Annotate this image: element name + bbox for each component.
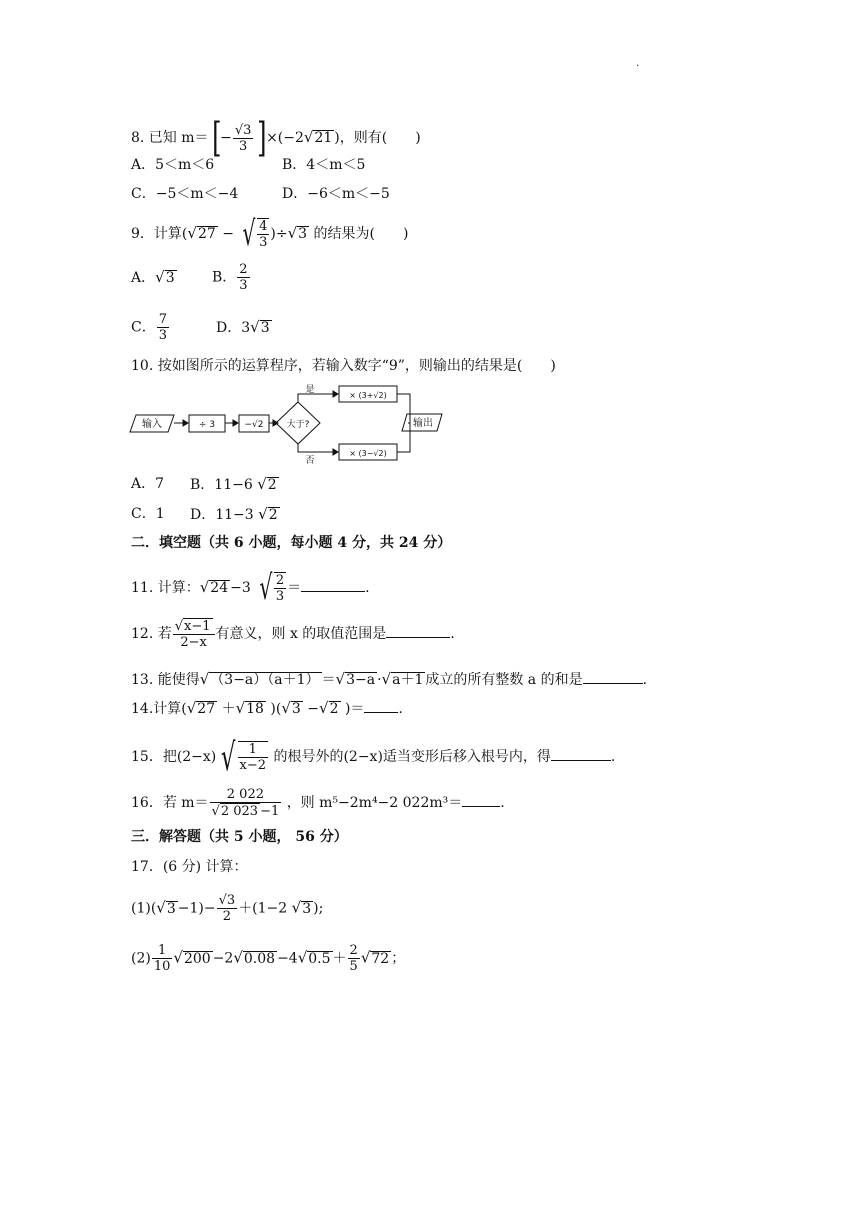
right-bracket: ] (257, 115, 267, 161)
q8-option-d: D．−6＜m＜−5 (282, 186, 390, 202)
q8-label: 8. 已知 m＝ (131, 130, 209, 146)
answer-blank[interactable] (551, 748, 611, 761)
flow-input-label: 输入 (142, 419, 162, 430)
question-17-part-1: (1)(√3 −1)− $\frac{√3}{2}$ ＋(1−2 √3 ); (131, 893, 324, 924)
answer-blank[interactable] (583, 671, 643, 684)
q9-option-d: D．3√3 (216, 318, 270, 336)
question-11: 11. 计算：√24 −3 √ $\frac{2}{3}$ ＝ . (131, 568, 370, 608)
header-dot: . (636, 58, 640, 69)
section-3-heading: 三．解答题（共 5 小题， 56 分） (131, 829, 348, 845)
question-9: 9．计算(√27 − √ $\frac{4}{3}$ )÷√3 的结果为( ) (131, 214, 409, 254)
q9-option-c: C． $\frac{7}{3}$ (131, 312, 167, 343)
q10-option-b: B．11−6 √2 (190, 475, 277, 493)
answer-blank[interactable] (364, 700, 398, 713)
section-2-heading: 二．填空题（共 6 小题，每小题 4 分，共 24 分） (131, 535, 452, 551)
question-16: 16．若 m＝ $\frac{2 022}{√2 023 -1}$ ，则 m⁵−2m⁴−2 022m³＝ . (131, 787, 505, 819)
q10-option-c: C．1 (131, 506, 165, 522)
flow-yes-op-label: × (3+√2) (349, 391, 387, 400)
question-14: 14.计算(√27 ＋√18 )(√3 −√2 )＝ . (131, 699, 403, 717)
answer-blank[interactable] (462, 794, 500, 807)
flow-no-op-label: × (3−√2) (349, 449, 387, 458)
question-12: 12. 若 $\frac{√x-1}{2-x}$ 有意义，则 x 的取值范围是 . (131, 619, 455, 650)
question-8: 8. 已知 m＝[− $\frac{√3}{3}$ ]×(−2√21 )，则有( ) (131, 115, 421, 161)
flow-no-label: 否 (305, 456, 315, 466)
q10-option-d: D．11−3 √2 (190, 505, 278, 523)
q8-option-b: B．4＜m＜5 (282, 157, 366, 173)
flow-step1-label: ÷ 3 (198, 420, 216, 430)
question-17-title: 17．(6 分) 计算： (131, 859, 248, 875)
flow-output-label: 输出 (413, 418, 433, 429)
flow-step2-label: −√2 (244, 420, 264, 430)
answer-blank[interactable] (301, 579, 365, 592)
flow-decision-label: 大于? (286, 420, 310, 430)
q9-option-b: B． $\frac{2}{3}$ (212, 262, 248, 293)
question-10: 10. 按如图所示的运算程序，若输入数字“9”，则输出的结果是( ) (131, 358, 556, 374)
flow-yes-label: 是 (305, 385, 315, 395)
question-13: 13. 能使得√（3−a）（a＋1） ＝√3−a ·√a＋1 成立的所有整数 a 的和是 . (131, 670, 648, 688)
left-bracket: [ (211, 115, 222, 161)
question-15: 15．把(2−x) √ $\frac{1}{x-2}$ 的根号外的(2−x)适当变形后移入根号内，得 . (131, 735, 616, 779)
q16-fraction: $\frac{2 022}{√2 023 -1}$ (211, 787, 280, 819)
answer-blank[interactable] (386, 625, 450, 638)
q8-fraction: $\frac{√3}{3}$ (234, 122, 252, 154)
question-17-part-2: (2) $\frac{1}{10}$ √200 −2√0.08 −4√0.5 ＋ $\frac{2}{5}$ √72 ； (131, 943, 406, 974)
q8-option-a: A．5＜m＜6 (131, 157, 215, 173)
q12-fraction: $\frac{√x-1}{2-x}$ (173, 618, 215, 650)
q9-option-a: A．√3 (131, 268, 175, 286)
q8-option-c: C．−5＜m＜−4 (131, 186, 239, 202)
q9-fraction: $\frac{4}{3}$ (259, 219, 268, 250)
q10-option-a: A．7 (131, 476, 165, 492)
flowchart (128, 380, 458, 466)
